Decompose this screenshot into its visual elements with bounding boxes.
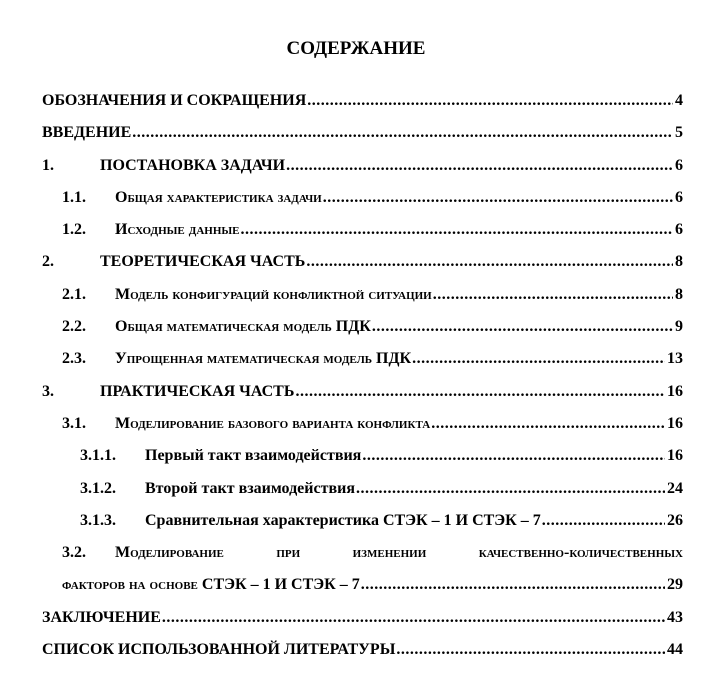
page-number: 6 <box>675 188 683 206</box>
entry-title: ТЕОРЕТИЧЕСКАЯ ЧАСТЬ <box>100 253 306 271</box>
toc-entry-2-3[interactable] <box>42 350 683 382</box>
entry-title: Второй такт взаимодействия <box>145 479 355 497</box>
entry-title: Исходные данные <box>115 221 240 239</box>
entry-number: 3.1.3. <box>80 511 116 529</box>
entry-number: 3.1. <box>62 414 86 432</box>
entry-title: ПРАКТИЧЕСКАЯ ЧАСТЬ <box>100 382 295 400</box>
page-number: 4 <box>675 92 683 109</box>
entry-number: 3.2. <box>62 544 86 562</box>
entry-number: 1.1. <box>62 188 86 206</box>
dot-leader <box>361 576 665 594</box>
entry-number: 3. <box>42 382 54 400</box>
toc-entry-references[interactable] <box>42 641 683 673</box>
entry-title: Модель конфигураций конфликтной ситуации <box>115 285 432 303</box>
dot-leader <box>241 221 673 239</box>
dot-leader <box>356 480 665 498</box>
page-number: 26 <box>667 511 683 529</box>
entry-number: 2. <box>42 253 54 271</box>
entry-title-line2: факторов на основе СТЭК – 1 И СТЭК – 7 <box>62 576 360 594</box>
toc-entry-3[interactable] <box>42 383 683 415</box>
entry-number: 1.2. <box>62 221 86 239</box>
entry-title: Упрощенная математическая модель ПДК <box>115 350 412 368</box>
toc-entry-2-2[interactable] <box>42 318 683 350</box>
entry-number: 2.1. <box>62 285 86 303</box>
page-number: 43 <box>667 608 683 626</box>
entry-number: 3.1.1. <box>80 447 116 465</box>
page-number: 13 <box>667 350 683 368</box>
toc-entry-3-1-1[interactable] <box>42 447 683 479</box>
dot-leader <box>362 447 665 465</box>
dot-leader <box>306 253 673 271</box>
page-number: 16 <box>667 414 683 432</box>
toc-entry-3-1[interactable] <box>42 415 683 447</box>
dot-leader <box>396 641 665 659</box>
dot-leader <box>542 512 665 530</box>
dot-leader <box>433 286 673 304</box>
page-number: 24 <box>667 479 683 497</box>
entry-number: 3.1.2. <box>80 479 116 497</box>
page-number: 44 <box>667 641 683 659</box>
toc-title: СОДЕРЖАНИЕ <box>286 38 426 59</box>
toc-entry-conclusion[interactable] <box>42 609 683 641</box>
page-number: 8 <box>675 285 683 303</box>
entry-number: 2.2. <box>62 318 86 336</box>
toc-entry-1-1[interactable] <box>42 189 683 221</box>
entry-title: СПИСОК ИСПОЛЬЗОВАННОЙ ЛИТЕРАТУРЫ <box>42 641 396 659</box>
toc-entry-introduction[interactable] <box>42 124 683 156</box>
entry-title: ПОСТАНОВКА ЗАДАЧИ <box>100 156 286 174</box>
entry-title: Общая математическая модель ПДК <box>115 318 371 336</box>
page-number: 5 <box>675 124 683 142</box>
page-number: 9 <box>675 318 683 336</box>
entry-title: ВВЕДЕНИЕ <box>42 124 132 142</box>
toc-entry-abbreviations[interactable] <box>42 92 683 124</box>
dot-leader <box>372 318 673 336</box>
entry-number: 1. <box>42 156 54 174</box>
page-number: 16 <box>667 447 683 465</box>
toc-entry-2[interactable] <box>42 253 683 285</box>
dot-leader <box>412 350 665 368</box>
table-of-contents <box>42 92 683 673</box>
entry-title: ОБОЗНАЧЕНИЯ И СОКРАЩЕНИЯ <box>42 92 307 109</box>
entry-title: Первый такт взаимодействия <box>145 447 362 465</box>
toc-entry-3-1-3[interactable] <box>42 512 683 544</box>
dot-leader <box>431 415 665 433</box>
page-number: 6 <box>675 156 683 174</box>
dot-leader <box>286 157 673 175</box>
toc-entry-2-1[interactable] <box>42 286 683 318</box>
toc-entry-1-2[interactable] <box>42 221 683 253</box>
dot-leader <box>323 189 673 207</box>
dot-leader <box>132 124 673 142</box>
toc-entry-3-2[interactable] <box>42 544 683 609</box>
page-number: 8 <box>675 253 683 271</box>
dot-leader <box>162 609 665 627</box>
entry-title: Моделирование базового варианта конфликта <box>115 414 431 432</box>
entry-title: Сравнительная характеристика СТЭК – 1 И СТЭК – 7 <box>145 511 541 529</box>
entry-title: Общая характеристика задачи <box>115 188 322 206</box>
dot-leader <box>295 383 665 401</box>
dot-leader <box>307 92 673 110</box>
page-number: 6 <box>675 221 683 239</box>
entry-title: ЗАКЛЮЧЕНИЕ <box>42 608 161 626</box>
entry-title-line1: Моделирование при изменении качественно-количественных <box>115 544 683 562</box>
toc-entry-3-1-2[interactable] <box>42 480 683 512</box>
toc-entry-1[interactable] <box>42 157 683 189</box>
page-number: 16 <box>667 382 683 400</box>
entry-number: 2.3. <box>62 350 86 368</box>
page-number: 29 <box>667 576 683 594</box>
